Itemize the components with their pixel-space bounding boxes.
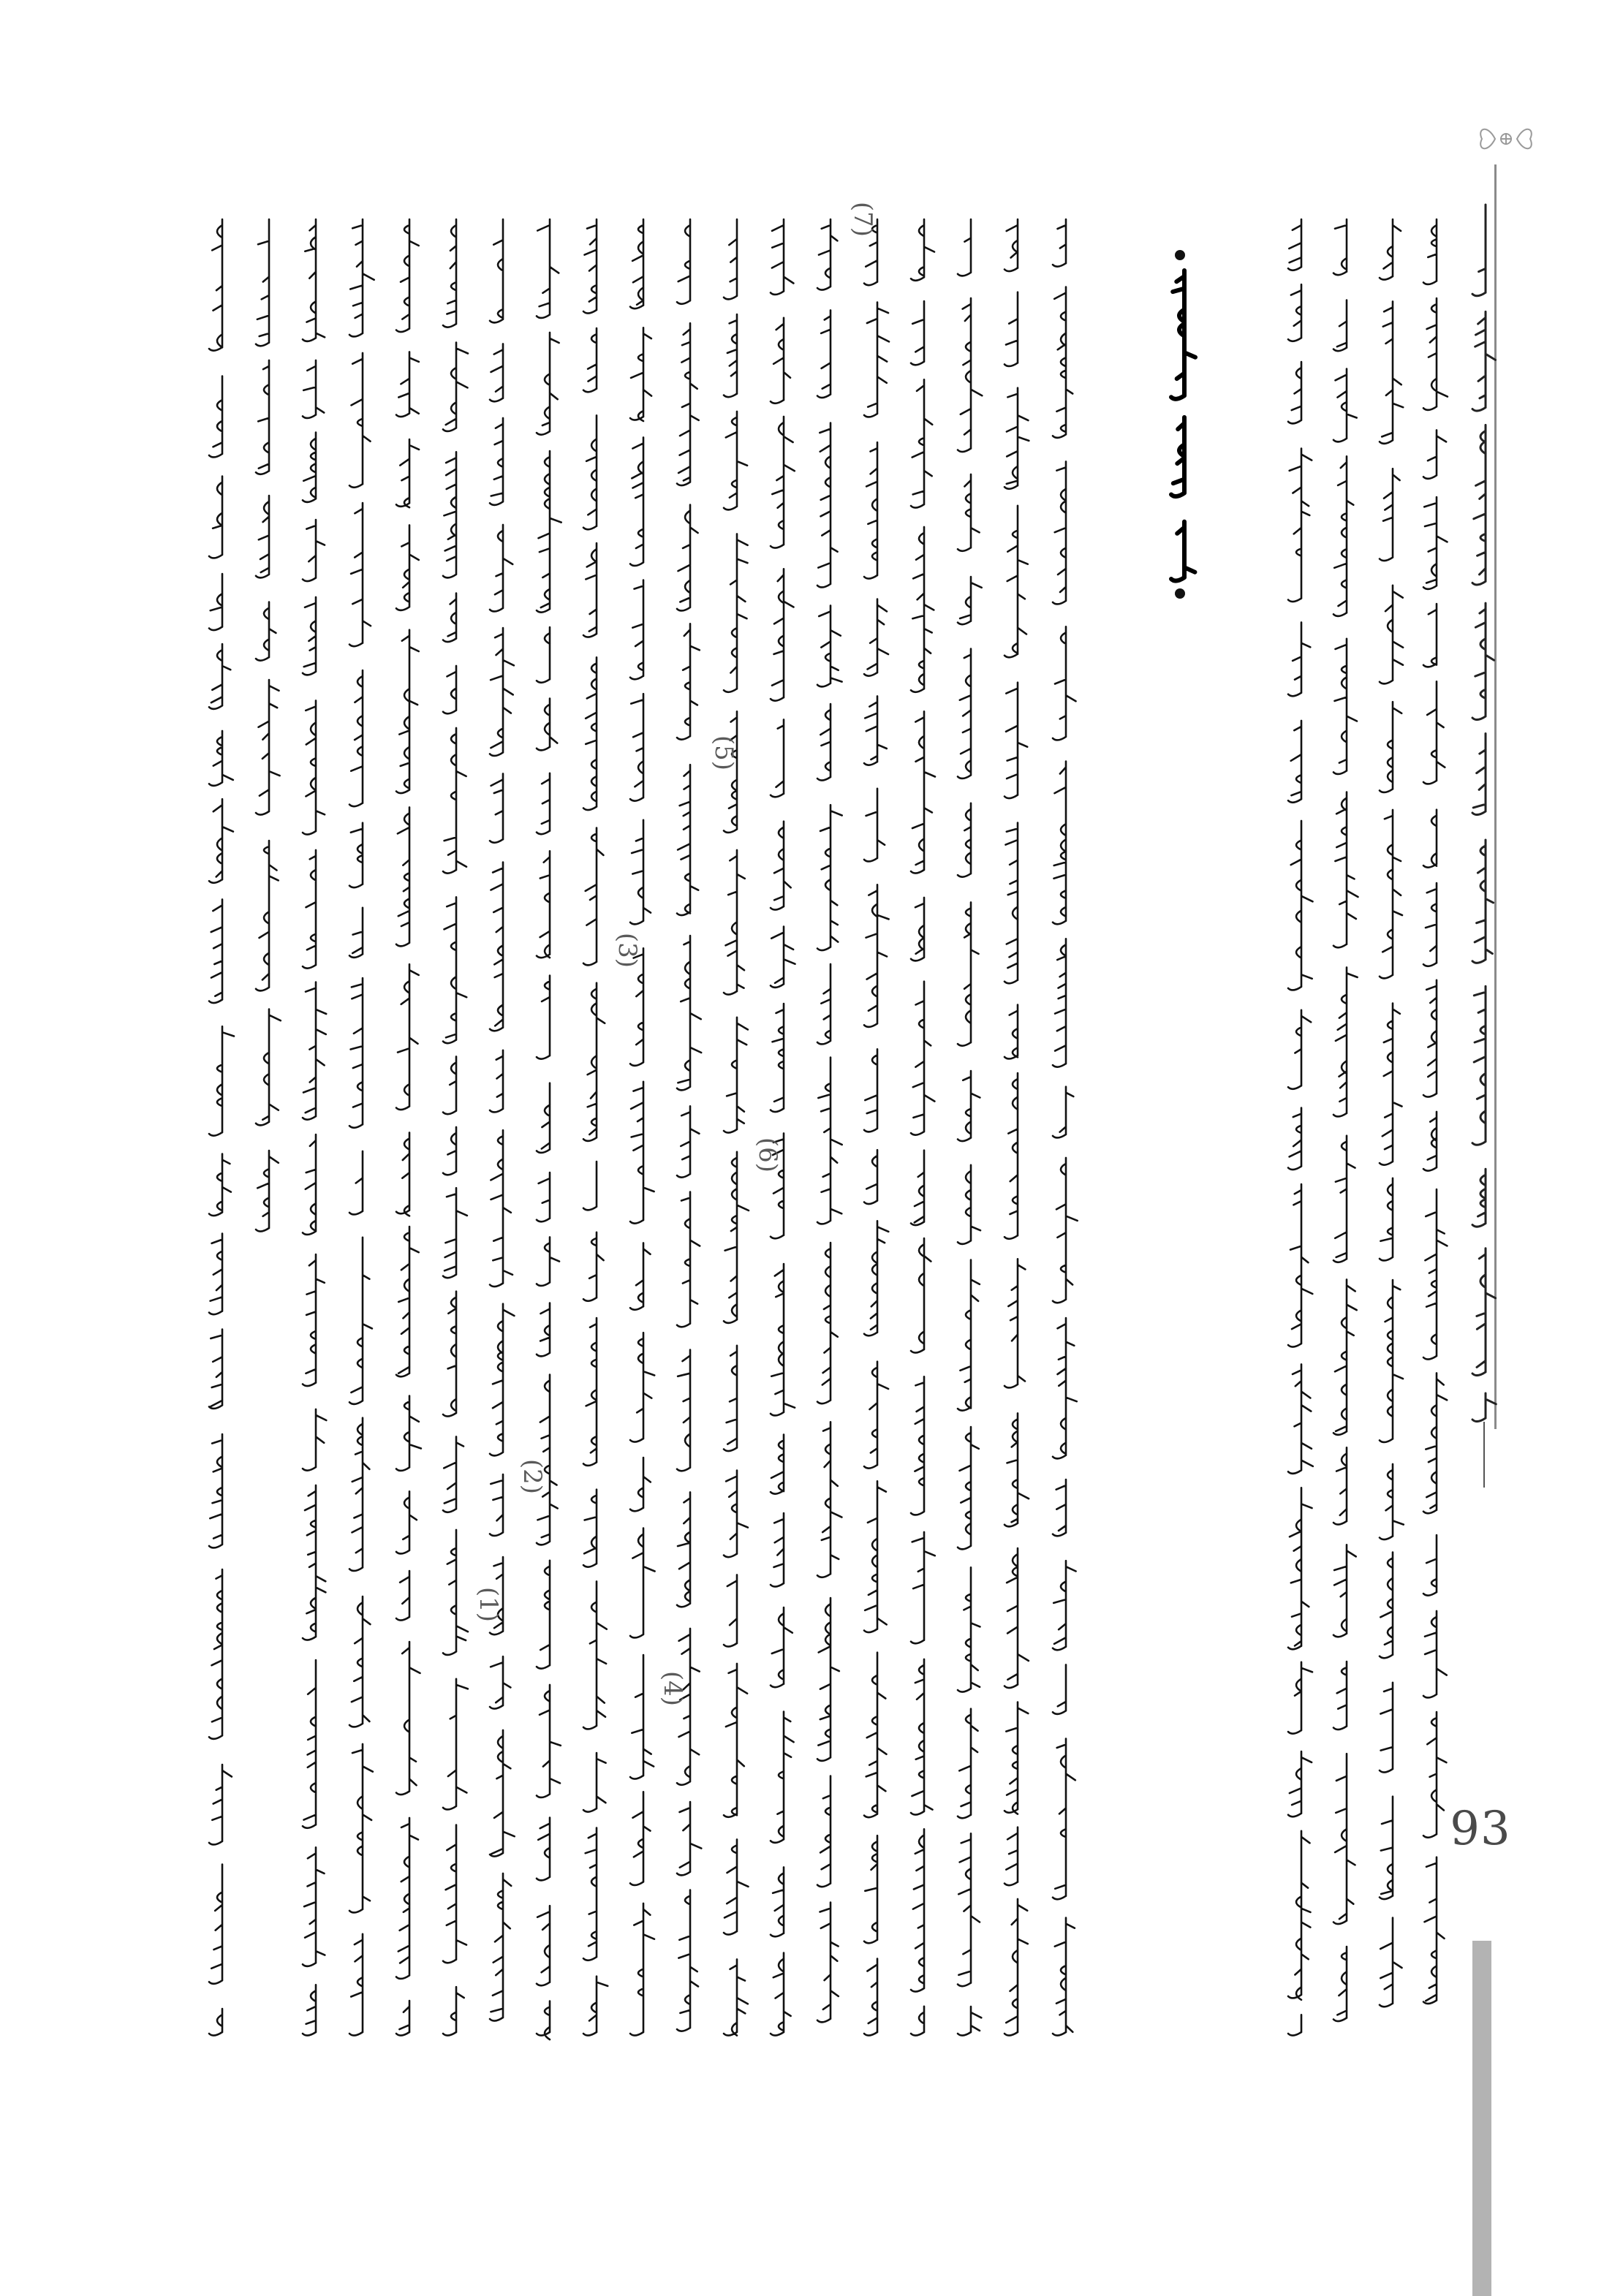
body-column-16 [348, 219, 377, 2032]
body-column-19 [208, 219, 237, 2032]
body-column-12 [535, 219, 564, 2032]
body-column-1 [1051, 219, 1081, 2032]
section-heading [1162, 270, 1206, 577]
marker-1: (1) [474, 1586, 503, 1623]
body-column-4 [909, 219, 939, 2032]
body-column-14 [442, 219, 471, 2032]
marker-3: (3) [613, 932, 642, 969]
body-column-13 [488, 219, 518, 2032]
running-header-dash [1477, 1422, 1491, 1488]
running-header [1469, 205, 1502, 1418]
body-column-5 [863, 219, 892, 2032]
body-column-15 [395, 219, 424, 2032]
intro-column-4 [1422, 219, 1451, 2032]
body-column-8 [722, 219, 752, 2032]
marker-5: (5) [709, 735, 738, 771]
intro-column-1 [1287, 219, 1316, 2032]
body-column-6 [816, 219, 845, 2032]
header-ornament-icon [1473, 121, 1539, 157]
body-column-18 [254, 219, 284, 1228]
marker-6: (6) [753, 1137, 782, 1173]
body-column-3 [956, 219, 985, 2032]
body-column-10 [629, 219, 658, 2032]
edge-tab-bar [1472, 1941, 1491, 2296]
body-column-9 [676, 219, 705, 2032]
intro-column-3 [1378, 219, 1407, 2032]
marker-7: (7) [848, 201, 877, 238]
page-number: 93 [1450, 1802, 1511, 1856]
marker-2: (2) [518, 1458, 547, 1495]
intro-column-2 [1332, 219, 1361, 2032]
heading-bullet-bottom [1175, 588, 1185, 599]
marker-4: (4) [658, 1670, 687, 1707]
heading-bullet-top [1175, 250, 1185, 260]
body-column-11 [582, 219, 611, 2032]
body-column-2 [1003, 219, 1032, 2032]
body-column-17 [301, 219, 330, 2032]
